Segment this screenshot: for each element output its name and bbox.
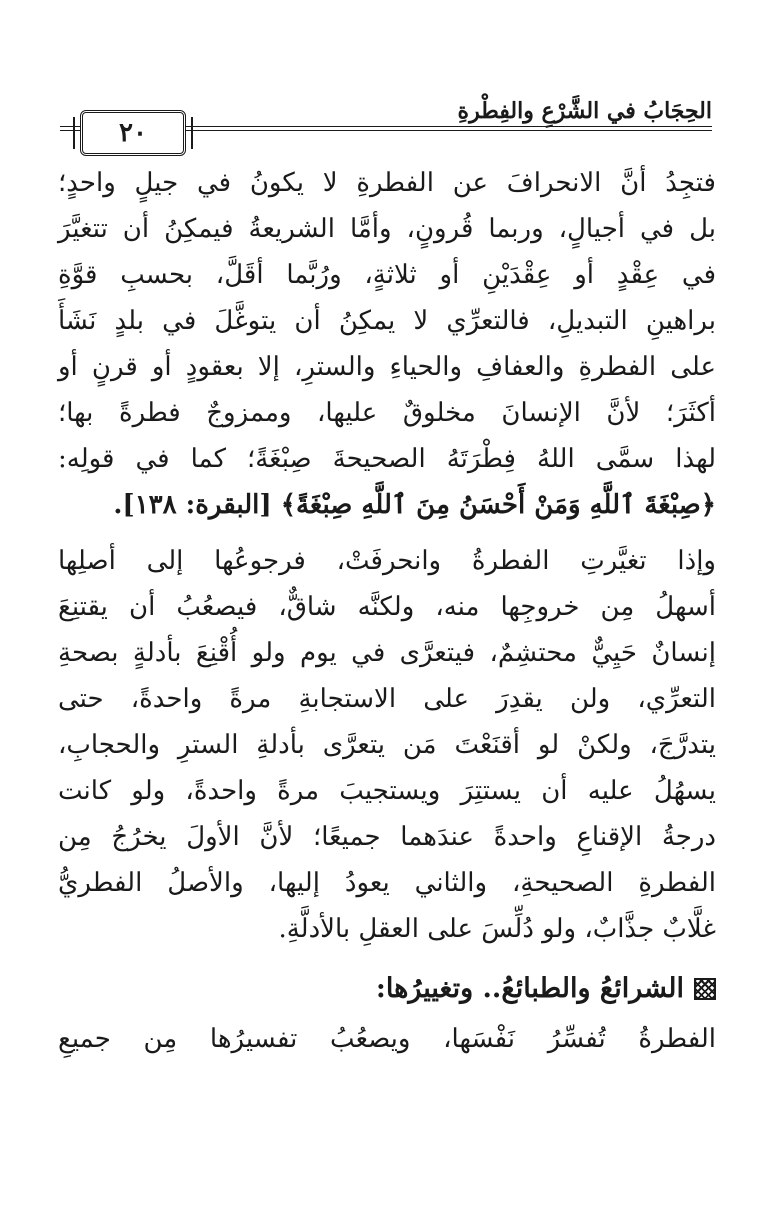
section-heading-text: الشرائعُ والطبائعُ.. وتغييرُها:	[375, 973, 684, 1004]
page-header	[60, 92, 712, 150]
quran-quote-line: ﴿صِبْغَةَ ٱللَّهِ وَمَنْ أَحْسَنُ مِنَ ٱللَّهِ صِبْغَةً﴾ [البقرة: ١٣٨].	[113, 490, 716, 520]
text-line: غلَّابٌ جذَّابٌ، ولو دُلِّسَ على العقلِ بالأدلَّةِ.	[278, 914, 716, 944]
paragraph-1	[58, 160, 716, 528]
running-title: الحِجَابُ في الشَّرْعِ والفِطْرةِ	[448, 98, 712, 124]
text-line: براهينِ التبديلِ، فالتعرِّي لا يمكِنُ أن يتوغَّلَ في بلدٍ نَشَأَ	[58, 306, 716, 336]
paragraph-2	[58, 538, 716, 952]
text-line: في عِقْدٍ أو عِقْدَيْنِ أو ثلاثةٍ، ورُبَّما أقَلَّ، بحسبِ قوَّةِ	[58, 260, 716, 290]
text-line: الفطرةِ الصحيحةِ، والثاني يعودُ إليها، والأصلُ الفطريُّ	[58, 868, 716, 898]
page-body	[58, 160, 716, 1062]
text-line: بل في أجيالٍ، وربما قُرونٍ، وأمَّا الشريعةُ فيمكِنُ أن تتغيَّرَ	[58, 214, 716, 244]
text-line: يسهُلُ عليه أن يستتِرَ ويستجيبَ مرةً واحدةً، ولو كانت	[58, 776, 716, 806]
text-line: الفطرةُ تُفسِّرُ نَفْسَها، ويصعُبُ تفسيرُها مِن جميعِ	[58, 1024, 716, 1054]
text-line: إنسانٌ حَيِيٌّ محتشِمٌ، فيتعرَّى في يوم ولو أُقْنِعَ بأدلةٍ بصحةِ	[58, 638, 716, 668]
ornament-icon	[694, 978, 716, 1000]
text-line: أكثَرَ؛ لأنَّ الإنسانَ مخلوقٌ عليها، وممزوجٌ فطرةً بها؛	[58, 398, 716, 428]
text-line: فتجِدُ أنَّ الانحرافَ عن الفطرةِ لا يكونُ في جيلٍ واحدٍ؛	[58, 168, 716, 198]
text-line: يتدرَّجَ، ولكنْ لو أقنَعْتَ مَن يتعرَّى بأدلةِ السترِ والحجابِ،	[58, 730, 716, 760]
section-heading	[58, 966, 716, 1012]
page-number: ٢٠	[80, 110, 186, 156]
text-line: التعرِّي، ولن يقدِرَ على الاستجابةِ مرةً واحدةً، حتى	[58, 684, 716, 714]
text-line: درجةُ الإقناعِ واحدةً عندَهما جميعًا؛ لأنَّ الأولَ يخرُجُ مِن	[58, 822, 716, 852]
text-line: وإذا تغيَّرتِ الفطرةُ وانحرفَتْ، فرجوعُها إلى أصلِها	[58, 546, 716, 576]
text-line: أسهلُ مِن خروجِها منه، ولكنَّه شاقٌّ، فيصعُبُ أن يقتنِعَ	[58, 592, 716, 622]
text-line: لهذا سمَّى اللهُ فِطْرَتَهُ الصحيحةَ صِبْغَةً؛ كما في قولِه:	[58, 444, 716, 474]
text-line: على الفطرةِ والعفافِ والحياءِ والسترِ، إلا بعقودٍ أو قرنٍ أو	[58, 352, 716, 382]
